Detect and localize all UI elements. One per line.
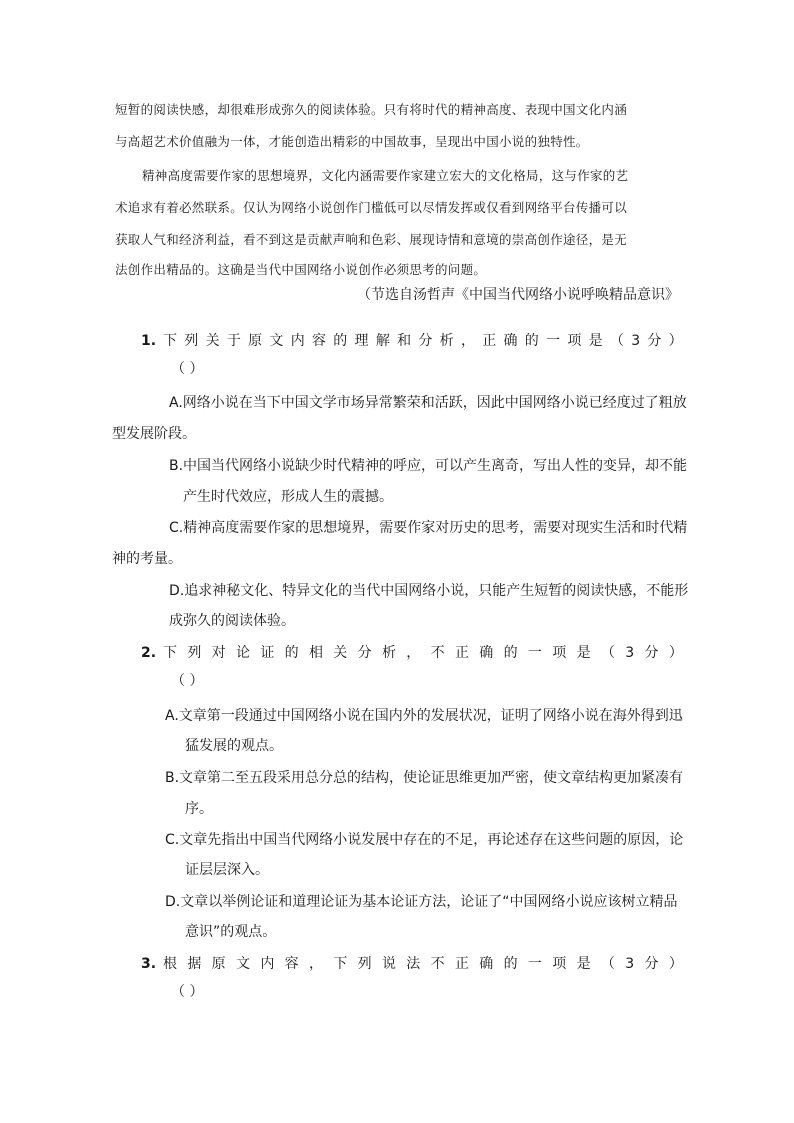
stem-char: 正 [454, 956, 469, 972]
stem-char: ） [668, 645, 683, 661]
passage-line: 精神高度需要作家的思想境界，文化内涵需要作家建立宏大的文化格局，这与作家的艺 [142, 168, 629, 183]
stem-char: 析 [439, 333, 454, 349]
stem-char: 分 [644, 956, 659, 972]
stem-char: 分 [418, 333, 433, 349]
stem-char: 是 [588, 333, 603, 349]
stem-char: 正 [454, 645, 469, 661]
stem-char: 一 [527, 956, 542, 972]
stem-char: ， [406, 645, 421, 661]
stem-char: 的 [503, 645, 518, 661]
stem-char: 解 [375, 333, 390, 349]
stem-char: ） [668, 956, 683, 972]
stem-char: 确 [479, 645, 494, 661]
stem-char: 内 [290, 333, 305, 349]
stem-char: 证 [260, 645, 275, 661]
stem-char: 文 [235, 956, 250, 972]
stem-char: 确 [479, 956, 494, 972]
stem-char: 和 [397, 333, 412, 349]
stem-char: （ [609, 333, 624, 349]
option-c-line1: C.文章先指出中国当代网络小说发展中存在的不足，再论述存在这些问题的原因，论 [165, 832, 684, 848]
question-1 [141, 330, 683, 390]
question-stem [163, 330, 683, 352]
stem-char: 一 [546, 333, 561, 349]
stem-char: 项 [552, 645, 567, 661]
stem-char: 法 [406, 956, 421, 972]
stem-char: 项 [552, 956, 567, 972]
stem-char: 的 [503, 956, 518, 972]
option-a-line1: A.文章第一段通过中国网络小说在国内外的发展状况，证明了网络小说在海外得到迅 [165, 708, 683, 724]
passage-line: 与高超艺术价值融为一体，才能创造出精彩的中国故事，呈现出中国小说的独特性。 [115, 134, 589, 149]
stem-char: 根 [163, 956, 177, 972]
passage-line: 短暂的阅读快感，却很难形成弥久的阅读体验。只有将时代的精神高度、表现中国文化内涵 [115, 102, 628, 117]
option-b-line2: 产生时代效应，形成人生的震撼。 [183, 489, 393, 505]
question-2 [141, 642, 683, 702]
question-number: 3. [141, 956, 157, 972]
stem-char: 下 [333, 956, 348, 972]
stem-char: 3 [625, 645, 635, 661]
option-d-line1: D.文章以举例论证和道理论证为基本论证方法，论证了“中国网络小说应该树立精品 [165, 894, 678, 910]
stem-char: 是 [576, 956, 591, 972]
stem-char: 析 [381, 645, 396, 661]
stem-char: 于 [226, 333, 241, 349]
passage-line: 法创作出精品的。这确是当代中国网络小说创作必须思考的问题。 [115, 262, 487, 277]
stem-char: 列 [357, 956, 372, 972]
stem-char: 3 [625, 956, 635, 972]
stem-char: （ [600, 956, 615, 972]
stem-char: 项 [567, 333, 582, 349]
question-number: 2. [141, 645, 157, 661]
question-stem [163, 953, 683, 975]
stem-char: 的 [524, 333, 539, 349]
stem-char: 一 [527, 645, 542, 661]
question-number: 1. [141, 333, 157, 349]
option-c-line2: 证层层深入。 [185, 862, 269, 878]
option-b-line2: 序。 [185, 801, 213, 817]
option-d-line1: D.追求神秘文化、特异文化的当代中国网络小说，只能产生短暂的阅读快感，不能形 [169, 583, 689, 599]
stem-char: 的 [284, 645, 299, 661]
question-stem [163, 642, 683, 664]
stem-char: ， [460, 333, 475, 349]
option-c-line2: 神的考量。 [112, 551, 182, 567]
stem-char: 据 [187, 956, 202, 972]
answer-blank: （ ） [171, 984, 204, 1000]
stem-char: 列 [184, 333, 199, 349]
stem-char: 相 [308, 645, 323, 661]
stem-char: 关 [205, 333, 220, 349]
stem-char: ， [308, 956, 323, 972]
stem-char: 3 [631, 333, 641, 349]
passage-source: （节选自汤哲声《中国当代网络小说呼唤精品意识》 [357, 287, 679, 303]
stem-char: 下 [163, 333, 177, 349]
stem-char: 关 [333, 645, 348, 661]
option-d-line2: 意识”的观点。 [185, 924, 277, 940]
stem-char: 不 [430, 956, 445, 972]
stem-char: 理 [354, 333, 369, 349]
option-a-line2: 猛发展的观点。 [185, 738, 283, 754]
passage-line: 术追求有着必然联系。仅认为网络小说创作门槛低可以尽情发挥或仅看到网络平台传播可以 [115, 200, 628, 215]
question-3 [141, 953, 683, 1013]
stem-char: 下 [163, 645, 177, 661]
stem-char: 分 [644, 645, 659, 661]
stem-char: 原 [248, 333, 263, 349]
option-c-line1: C.精神高度需要作家的思想境界，需要作家对历史的思考，需要对现实生活和时代精 [169, 520, 688, 536]
stem-char: 容 [311, 333, 326, 349]
option-a-line1: A.网络小说在当下中国文学市场异常繁荣和活跃，因此中国网络小说已经度过了粗放 [169, 395, 687, 411]
stem-char: 不 [430, 645, 445, 661]
option-b-line1: B.中国当代网络小说缺少时代精神的呼应，可以产生离奇，写出人性的变异，却不能 [169, 458, 688, 474]
stem-char: 分 [357, 645, 372, 661]
stem-char: 对 [211, 645, 226, 661]
stem-char: 的 [333, 333, 348, 349]
stem-char: 论 [235, 645, 250, 661]
stem-char: 原 [211, 956, 226, 972]
option-d-line2: 成弥久的阅读体验。 [169, 613, 295, 629]
stem-char: 确 [503, 333, 518, 349]
option-b-line1: B.文章第二至五段采用总分总的结构，使论证思维更加严密，使文章结构更加紧凑有 [165, 770, 684, 786]
option-a-line2: 型发展阶段。 [112, 426, 196, 442]
passage-line: 获取人气和经济利益，看不到这是贡献声响和色彩、展现诗情和意境的崇高创作途径，是无 [115, 232, 628, 247]
stem-char: 是 [576, 645, 591, 661]
stem-char: 列 [187, 645, 202, 661]
stem-char: 容 [284, 956, 299, 972]
stem-char: 文 [269, 333, 284, 349]
stem-char: （ [600, 645, 615, 661]
stem-char: 说 [381, 956, 396, 972]
stem-char: ） [668, 333, 683, 349]
stem-char: 分 [647, 333, 662, 349]
stem-char: 正 [482, 333, 497, 349]
answer-blank: （ ） [171, 361, 204, 377]
answer-blank: （ ） [171, 673, 204, 689]
stem-char: 内 [260, 956, 275, 972]
